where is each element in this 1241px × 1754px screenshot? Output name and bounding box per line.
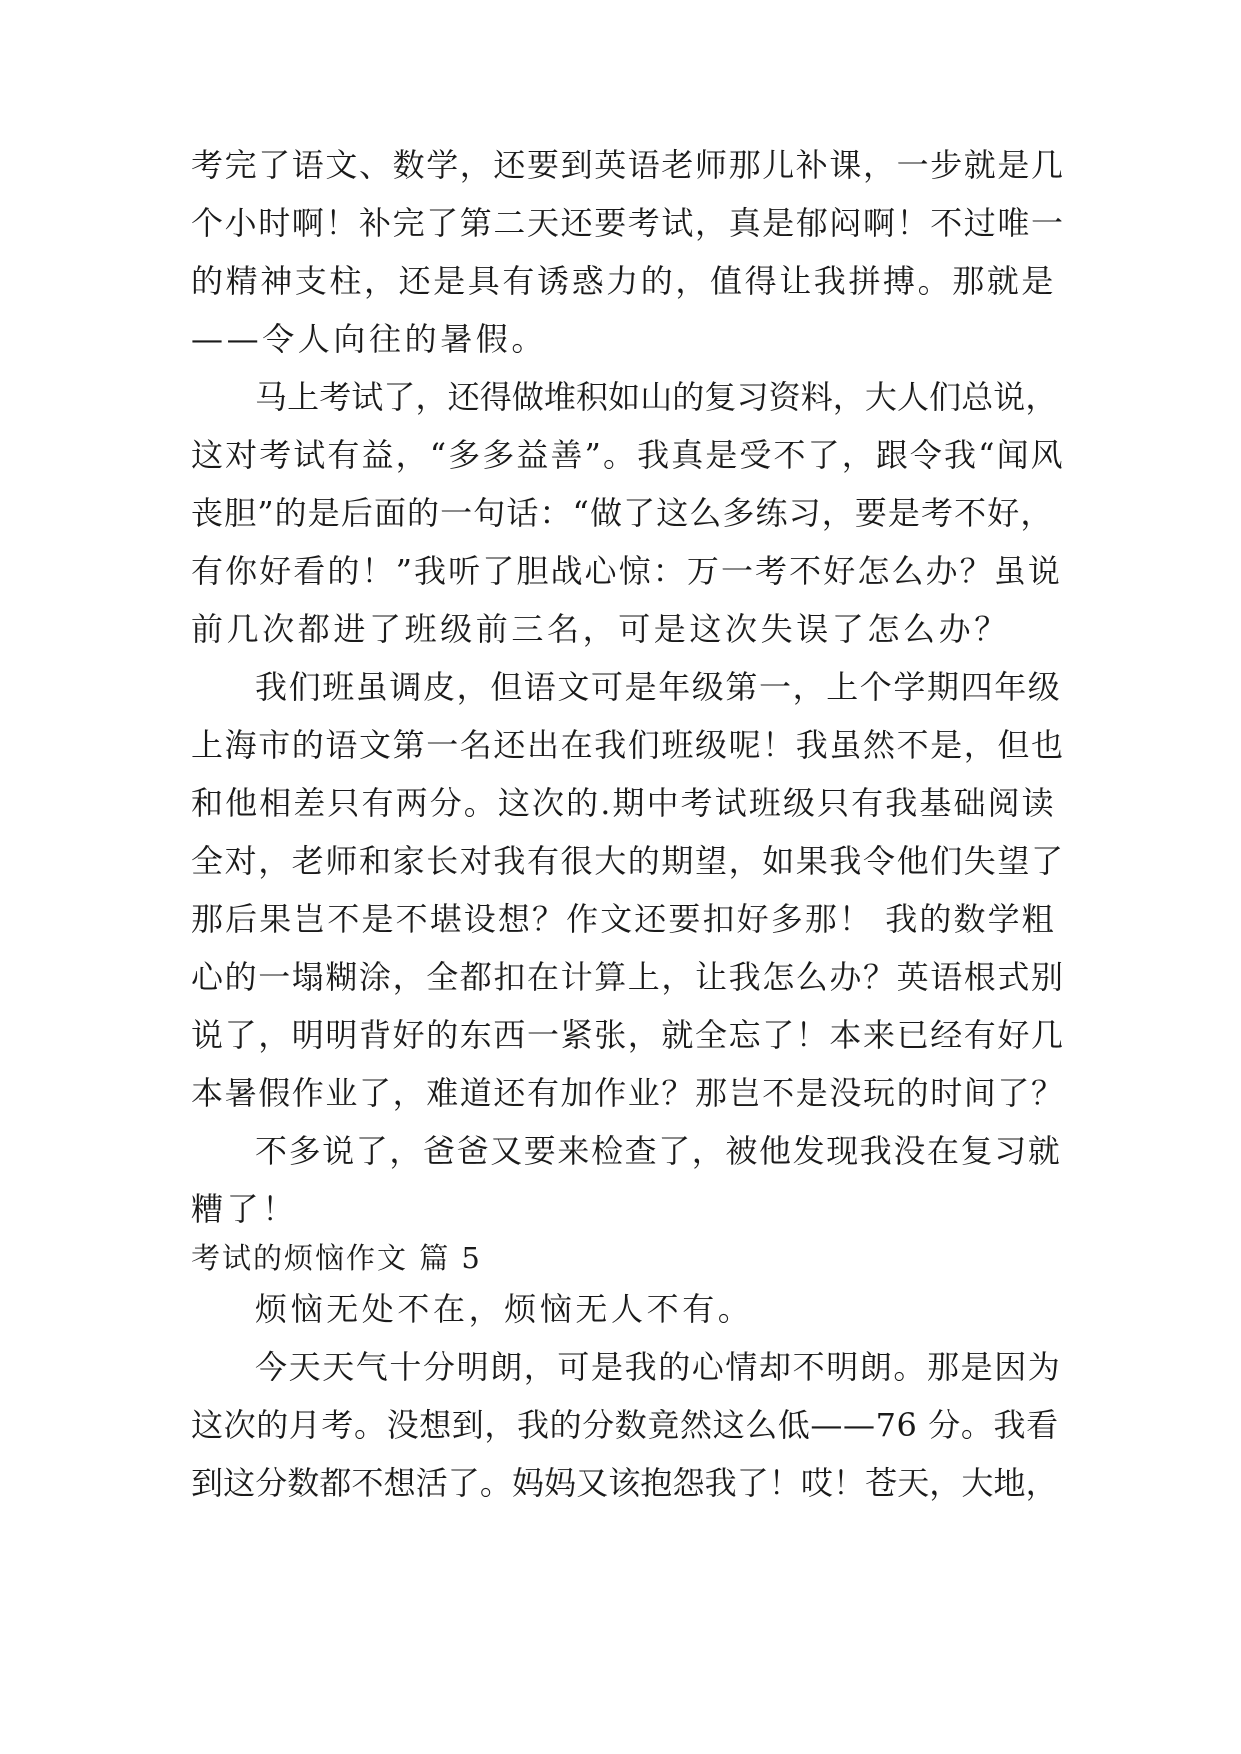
paragraph-line: 个小时啊！补完了第二天还要考试，真是郁闷啊！不过唯一 <box>191 204 1065 242</box>
paragraph-line: 和他相差只有两分。这次的.期中考试班级只有我基础阅读 <box>191 784 1056 822</box>
paragraph-line: 丧胆”的是后面的一句话：“做了这么多练习，要是考不好， <box>191 494 1054 532</box>
paragraph-line: 糟了！ <box>191 1190 298 1228</box>
paragraph-line: 全对，老师和家长对我有很大的期望，如果我令他们失望了 <box>191 842 1065 880</box>
paragraph-line: 有你好看的！”我听了胆战心惊：万一考不好怎么办？虽说 <box>191 552 1062 590</box>
paragraph-line: 这次的月考。没想到，我的分数竟然这么低——76 分。我看 <box>191 1406 1059 1444</box>
paragraph-line: 到这分数都不想活了。妈妈又该抱怨我了！哎！苍天，大地， <box>191 1464 1058 1502</box>
paragraph-line: 烦恼无处不在，烦恼无人不有。 <box>255 1290 754 1328</box>
paragraph-line: 不多说了，爸爸又要来检查了，被他发现我没在复习就 <box>255 1132 1062 1170</box>
paragraph-line: 说了，明明背好的东西一紧张，就全忘了！本来已经有好几 <box>191 1016 1065 1054</box>
paragraph-line: 心的一塌糊涂，全都扣在计算上，让我怎么办？英语根式别 <box>191 958 1065 996</box>
paragraph-line: 马上考试了，还得做堆积如山的复习资料，大人们总说， <box>255 378 1058 416</box>
section-heading: 考试的烦恼作文 篇 5 <box>191 1241 482 1275</box>
paragraph-line: 上海市的语文第一名还出在我们班级呢！我虽然不是，但也 <box>191 726 1065 764</box>
paragraph-line: 今天天气十分明朗，可是我的心情却不明朗。那是因为 <box>255 1348 1062 1386</box>
paragraph-line: 的精神支柱，还是具有诱惑力的，值得让我拼搏。那就是 <box>191 262 1057 300</box>
paragraph-line: 这对考试有益，“多多益善”。我真是受不了，跟令我“闻风 <box>191 436 1065 474</box>
paragraph-line: 本暑假作业了，难道还有加作业？那岂不是没玩的时间了？ <box>191 1074 1065 1112</box>
paragraph-line: 前几次都进了班级前三名，可是这次失误了怎么办？ <box>191 610 1010 648</box>
paragraph-line: 那后果岂不是不堪设想？作文还要扣好多那！ 我的数学粗 <box>191 900 1056 938</box>
paragraph-line: 我们班虽调皮，但语文可是年级第一，上个学期四年级 <box>255 668 1062 706</box>
paragraph-line: ——令人向往的暑假。 <box>191 320 548 358</box>
paragraph-line: 考完了语文、数学，还要到英语老师那儿补课，一步就是几 <box>191 146 1065 184</box>
